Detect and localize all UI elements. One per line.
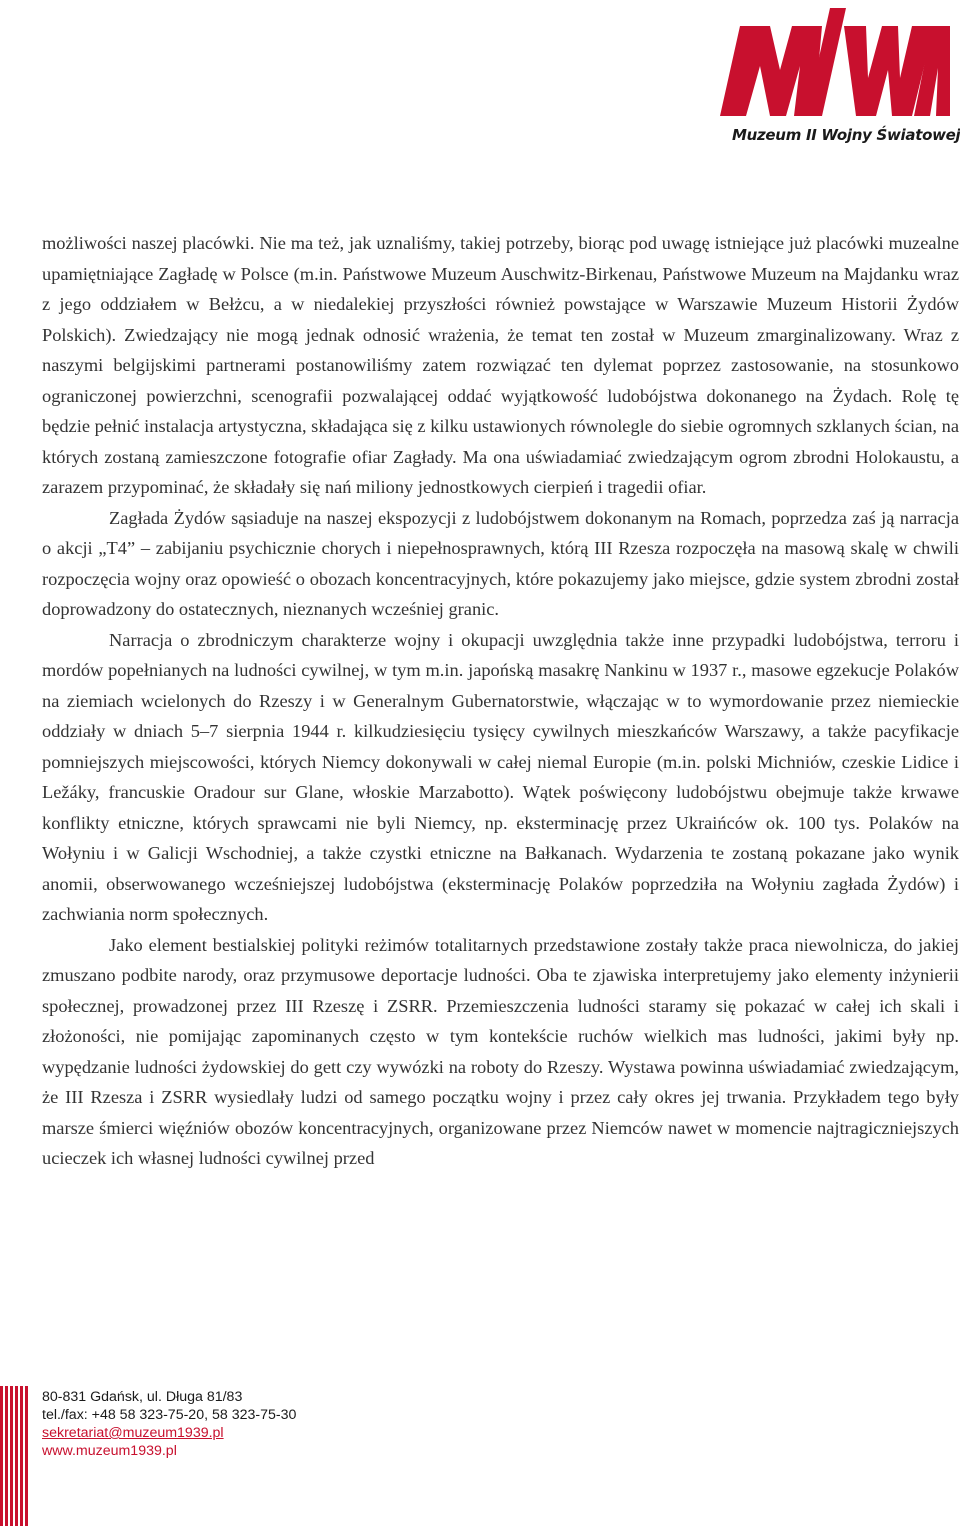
mwn-logo-mark-icon xyxy=(718,8,950,120)
paragraph: Jako element bestialskiej polityki reżimów totalitarnych przedstawione zostały także praca niewolnicza, do jakiej zmuszano podbite narody, oraz przymusowe deportacje ludności. Oba te zjawiska interpretujemy jako elementy inżynierii społecznej, prowadzonej przez III Rzeszę i ZSRR. Przemieszczenia ludności staramy się pokazać w całej ich skali i złożoności, nie pomijając zapominanych często w tym kontekście ruchów wielkich mas ludności, jakimi były np. wypędzanie ludności żydowskiej do gett czy wywózki na roboty do Rzeszy. Wystawa powinna uświadamiać zwiedzającym, że III Rzesza i ZSRR wysiedlały ludzi od samego początku wojny i przez cały okres jej trwania. Przykładem tego były marsze śmierci więźniów obozów koncentracyjnych, organizowane przez Niemców nawet w momencie najtragiczniejszych ucieczek ich własnej ludności cywilnej przed xyxy=(42,934,959,1168)
paragraph: Zagłada Żydów sąsiaduje na naszej ekspozycji z ludobójstwem dokonanym na Romach, poprzedza zaś ją narracja o akcji „T4” – zabijaniu psychicznie chorych i niepełnosprawnych, którą III Rzesza rozpoczęła na masową skalę w chwili rozpoczęcia wojny oraz opowieść o obozach koncentracyjnych, które pokazujemy jako miejsce, gdzie system zbrodni został doprowadzony do ostatecznych, nieznanych wcześniej granic. xyxy=(42,507,959,619)
footer-contact xyxy=(42,1388,296,1460)
document-body xyxy=(42,228,959,1174)
footer-email-link[interactable]: sekretariat@muzeum1939.pl xyxy=(42,1425,224,1441)
museum-logo xyxy=(718,8,960,144)
logo-text: Muzeum II Wojny Światowej xyxy=(732,126,960,144)
footer-phone: tel./fax: +48 58 323-75-20, 58 323-75-30 xyxy=(42,1407,297,1423)
paragraph: możliwości naszej placówki. Nie ma też, jak uznaliśmy, takiej potrzeby, biorąc pod uwagę istniejące już placówki muzealne upamiętniające Zagładę w Polsce (m.in. Państwowe Muzeum Auschwitz-Birkenau, Państwowe Muzeum na Majdanku wraz z jego oddziałem w Bełżcu, a w niedalekiej przyszłości również powstające w Warszawie Muzeum Historii Żydów Polskich). Zwiedzający nie mogą jednak odnosić wrażenia, że temat ten został w Muzeum zmarginalizowany. Wraz z naszymi belgijskimi partnerami postanowiliśmy zatem rozwiązać ten dylemat poprzez zastosowanie, na stosunkowo ograniczonej powierzchni, scenografii pozwalającej oddać wyjątkowość ludobójstwa dokonanego na Żydach. Rolę tę będzie pełnić instalacja artystyczna, składająca się z kilku ustawionych równolegle do siebie ogromnych szklanych ścian, na których zostaną zamieszczone fotografie ofiar Zagłady. Ma ona uświadamiać zwiedzającym ogrom zbrodni Holokaustu, a zarazem przypominać, że składały się nań miliony jednostkowych cierpień i tragedii ofiar. xyxy=(42,233,959,497)
footer-website-link[interactable]: www.muzeum1939.pl xyxy=(42,1443,177,1459)
footer-red-stripes xyxy=(0,1386,30,1526)
footer-address: 80-831 Gdańsk, ul. Długa 81/83 xyxy=(42,1389,243,1405)
paragraph: Narracja o zbrodniczym charakterze wojny i okupacji uwzględnia także inne przypadki ludobójstwa, terroru i mordów popełnianych na ludności cywilnej, w tym m.in. japońską masakrę Nankinu w 1937 r., masowe egzekucje Polaków na ziemiach wcielonych do Rzeszy i w Generalnym Gubernatorstwie, włączając w to wymordowanie przez niemieckie oddziały w dniach 5–7 sierpnia 1944 r. kilkudziesięciu tysięcy cywilnych mieszkańców Warszawy, a także pacyfikacje pomniejszych miejscowości, których Niemcy dokonywali w całej niemal Europie (m.in. polski Michniów, czeskie Lidice i Ležáky, francuskie Oradour sur Glane, włoskie Marzabotto). Wątek poświęcony ludobójstwu obejmuje także krwawe konflikty etniczne, których sprawcami nie byli Niemcy, np. eksterminację przez Ukraińców ok. 100 tys. Polaków na Wołyniu i w Galicji Wschodniej, a także czystki etniczne na Bałkanach. Wydarzenia te zostaną pokazane jako wynik anomii, obserwowanego wcześniejszej ludobójstwa (eksterminację Polaków poprzedziła na Wołyniu zagłada Żydów) i zachwiania norm społecznych. xyxy=(42,629,959,924)
